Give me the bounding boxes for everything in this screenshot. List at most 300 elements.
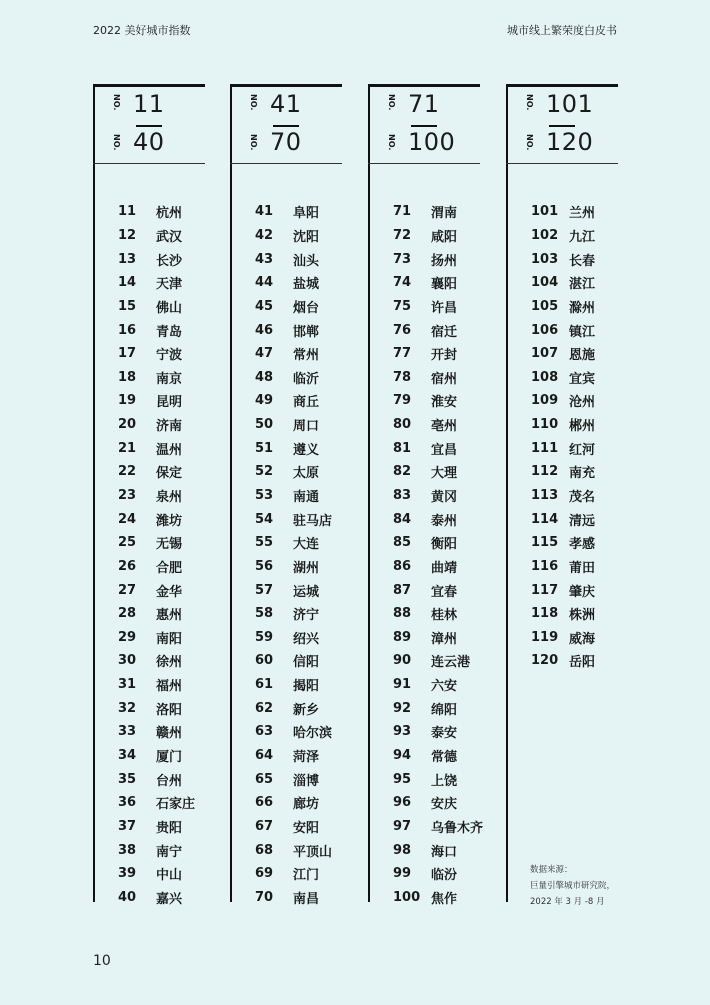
city-name: 厦门: [156, 750, 183, 766]
rank-number: 95: [393, 771, 412, 787]
ranking-row: [531, 436, 629, 460]
ranking-column: [93, 84, 205, 907]
ranking-column: [368, 84, 484, 907]
city-name: 哈尔滨: [293, 726, 333, 742]
range-separator-dash: [273, 125, 299, 127]
ranking-row: [118, 247, 216, 271]
ranking-row: [393, 696, 491, 720]
city-name: 赣州: [156, 726, 183, 742]
rank-number: 99: [393, 866, 412, 882]
city-name: 泰州: [431, 513, 458, 529]
ranking-row: [255, 318, 353, 342]
city-name: 宿迁: [431, 324, 458, 340]
ranking-row: [531, 602, 629, 626]
city-name: 清远: [569, 513, 596, 529]
city-name: 红河: [569, 442, 596, 458]
rank-number: 77: [393, 346, 412, 362]
city-name: 平顶山: [293, 844, 333, 860]
rank-number: 64: [255, 748, 274, 764]
city-name: 海口: [431, 844, 458, 860]
rank-number: 11: [118, 204, 137, 220]
range-start-no-label: NO.: [112, 94, 121, 111]
ranking-row: [393, 484, 491, 508]
ranking-row: [531, 578, 629, 602]
ranking-row: [118, 365, 216, 389]
ranking-row: [393, 744, 491, 768]
ranking-row: [531, 365, 629, 389]
city-name: 恩施: [569, 348, 596, 364]
ranking-row: [118, 602, 216, 626]
city-name: 绍兴: [293, 631, 320, 647]
ranking-row: [255, 365, 353, 389]
column-header-divider: [506, 163, 618, 164]
city-name: 安庆: [431, 797, 458, 813]
ranking-row: [531, 531, 629, 555]
column-top-rule: [93, 84, 205, 87]
ranking-list: [255, 200, 353, 909]
ranking-row: [393, 224, 491, 248]
city-name: 宜昌: [431, 442, 458, 458]
ranking-row: [531, 626, 629, 650]
rank-number: 104: [531, 275, 559, 291]
rank-number: 110: [531, 417, 559, 433]
rank-number: 106: [531, 322, 559, 338]
source-line-3: 2022 年 3 月 -8 月: [530, 897, 605, 907]
city-name: 衡阳: [431, 537, 458, 553]
rank-number: 108: [531, 369, 559, 385]
rank-number: 38: [118, 842, 137, 858]
ranking-row: [255, 224, 353, 248]
rank-number: 102: [531, 227, 559, 243]
rank-number: 116: [531, 558, 559, 574]
ranking-row: [118, 413, 216, 437]
ranking-row: [531, 271, 629, 295]
city-name: 宜宾: [569, 371, 596, 387]
range-separator-dash: [136, 125, 162, 127]
column-header-divider: [368, 163, 480, 164]
city-name: 廊坊: [293, 797, 320, 813]
ranking-row: [255, 838, 353, 862]
city-name: 乌鲁木齐: [431, 820, 484, 836]
ranking-row: [393, 342, 491, 366]
city-name: 安阳: [293, 820, 320, 836]
ranking-row: [255, 578, 353, 602]
ranking-row: [255, 602, 353, 626]
ranking-row: [531, 295, 629, 319]
ranking-row: [531, 224, 629, 248]
range-end-no-label: NO.: [112, 134, 121, 151]
rank-number: 20: [118, 417, 137, 433]
page-number: 10: [93, 953, 111, 969]
rank-number: 45: [255, 298, 274, 314]
rank-number: 74: [393, 275, 412, 291]
ranking-row: [118, 200, 216, 224]
city-name: 大连: [293, 537, 320, 553]
city-name: 渭南: [431, 206, 458, 222]
ranking-row: [255, 862, 353, 886]
ranking-row: [255, 342, 353, 366]
ranking-row: [255, 436, 353, 460]
rank-number: 13: [118, 251, 137, 267]
ranking-row: [118, 389, 216, 413]
rank-number: 103: [531, 251, 559, 267]
ranking-row: [393, 295, 491, 319]
city-name: 淄博: [293, 773, 320, 789]
rank-number: 73: [393, 251, 412, 267]
rank-number: 65: [255, 771, 274, 787]
city-name: 襄阳: [431, 277, 458, 293]
ranking-row: [255, 295, 353, 319]
city-name: 烟台: [293, 300, 320, 316]
rank-number: 84: [393, 511, 412, 527]
ranking-row: [393, 886, 491, 910]
ranking-row: [118, 295, 216, 319]
ranking-row: [393, 318, 491, 342]
ranking-row: [255, 247, 353, 271]
city-name: 常德: [431, 750, 458, 766]
city-name: 沈阳: [293, 229, 320, 245]
ranking-row: [255, 886, 353, 910]
rank-number: 33: [118, 724, 137, 740]
ranking-row: [393, 673, 491, 697]
city-name: 武汉: [156, 229, 183, 245]
range-start-no-label: NO.: [249, 94, 258, 111]
city-name: 长沙: [156, 253, 183, 269]
rank-number: 41: [255, 204, 274, 220]
ranking-row: [393, 507, 491, 531]
city-name: 温州: [156, 442, 183, 458]
city-name: 湖州: [293, 560, 320, 576]
city-name: 株洲: [569, 608, 596, 624]
ranking-row: [393, 626, 491, 650]
range-end-no-label: NO.: [387, 134, 396, 151]
ranking-row: [531, 555, 629, 579]
ranking-list: [118, 200, 216, 909]
range-start-number: 11: [133, 90, 165, 118]
city-name: 连云港: [431, 655, 471, 671]
source-line-2: 巨量引擎城市研究院，: [530, 881, 616, 891]
city-name: 临汾: [431, 868, 458, 884]
rank-number: 16: [118, 322, 137, 338]
rank-number: 68: [255, 842, 274, 858]
ranking-row: [255, 720, 353, 744]
header-right-title: 城市线上繁荣度白皮书: [507, 24, 617, 37]
rank-number: 57: [255, 582, 274, 598]
rank-number: 49: [255, 393, 274, 409]
city-name: 无锡: [156, 537, 183, 553]
city-name: 合肥: [156, 560, 183, 576]
city-name: 江门: [293, 868, 320, 884]
city-name: 佛山: [156, 300, 183, 316]
range-end-number: 120: [546, 128, 594, 156]
ranking-row: [118, 484, 216, 508]
ranking-row: [393, 720, 491, 744]
city-name: 宁波: [156, 348, 183, 364]
ranking-row: [393, 767, 491, 791]
rank-number: 101: [531, 204, 559, 220]
ranking-row: [118, 507, 216, 531]
column-left-rule: [506, 84, 508, 902]
rank-number: 78: [393, 369, 412, 385]
ranking-row: [255, 791, 353, 815]
rank-number: 113: [531, 488, 559, 503]
city-name: 金华: [156, 584, 183, 600]
city-name: 兰州: [569, 206, 596, 222]
rank-number: 32: [118, 700, 137, 716]
rank-number: 75: [393, 298, 412, 314]
city-name: 太原: [293, 466, 320, 482]
rank-number: 71: [393, 204, 412, 220]
city-name: 南通: [293, 490, 320, 505]
rank-number: 82: [393, 464, 412, 480]
ranking-row: [531, 318, 629, 342]
ranking-row: [531, 342, 629, 366]
city-name: 孝感: [569, 537, 596, 553]
ranking-row: [255, 200, 353, 224]
ranking-row: [118, 531, 216, 555]
ranking-row: [531, 460, 629, 484]
rank-number: 88: [393, 606, 412, 622]
city-name: 邯郸: [293, 324, 320, 340]
rank-number: 109: [531, 393, 559, 409]
ranking-row: [118, 626, 216, 650]
city-name: 上饶: [431, 773, 458, 789]
rank-number: 37: [118, 818, 137, 834]
rank-number: 119: [531, 629, 559, 645]
column-top-rule: [506, 84, 618, 87]
ranking-row: [393, 578, 491, 602]
ranking-row: [118, 224, 216, 248]
city-name: 宜春: [431, 584, 458, 600]
rank-number: 93: [393, 724, 412, 740]
ranking-row: [531, 413, 629, 437]
rank-number: 59: [255, 629, 274, 645]
ranking-row: [118, 767, 216, 791]
rank-number: 54: [255, 511, 274, 527]
ranking-row: [118, 838, 216, 862]
ranking-row: [255, 649, 353, 673]
rank-number: 35: [118, 771, 137, 787]
ranking-row: [393, 649, 491, 673]
ranking-row: [531, 649, 629, 673]
ranking-row: [531, 507, 629, 531]
ranking-row: [393, 838, 491, 862]
ranking-row: [531, 247, 629, 271]
rank-number: 40: [118, 889, 137, 905]
city-name: 茂名: [569, 490, 596, 505]
city-name: 滁州: [569, 300, 596, 316]
city-name: 南宁: [156, 844, 183, 860]
city-name: 黄冈: [431, 490, 458, 505]
city-name: 镇江: [569, 324, 596, 340]
ranking-row: [255, 696, 353, 720]
rank-number: 21: [118, 440, 137, 456]
city-name: 青岛: [156, 324, 183, 340]
rank-number: 100: [393, 889, 421, 905]
rank-number: 98: [393, 842, 412, 858]
rank-number: 52: [255, 464, 274, 480]
range-end-number: 70: [270, 128, 302, 156]
rank-number: 27: [118, 582, 137, 598]
column-top-rule: [230, 84, 342, 87]
ranking-row: [531, 484, 629, 508]
rank-number: 34: [118, 748, 137, 764]
ranking-row: [255, 744, 353, 768]
city-name: 南充: [569, 466, 596, 482]
rank-number: 43: [255, 251, 274, 267]
rank-number: 48: [255, 369, 274, 385]
rank-number: 55: [255, 535, 274, 551]
rank-number: 69: [255, 866, 274, 882]
city-name: 开封: [431, 348, 458, 364]
ranking-row: [118, 271, 216, 295]
ranking-row: [255, 271, 353, 295]
city-name: 威海: [569, 631, 596, 647]
ranking-list: [531, 200, 629, 673]
city-name: 运城: [293, 584, 320, 600]
city-name: 杭州: [156, 206, 183, 222]
rank-number: 96: [393, 795, 412, 811]
city-name: 新乡: [293, 702, 320, 718]
ranking-row: [255, 507, 353, 531]
city-name: 亳州: [431, 419, 458, 435]
city-name: 焦作: [431, 891, 458, 907]
ranking-row: [393, 389, 491, 413]
range-end-no-label: NO.: [249, 134, 258, 151]
rank-number: 30: [118, 653, 137, 669]
rank-number: 26: [118, 558, 137, 574]
ranking-row: [255, 767, 353, 791]
city-name: 南京: [156, 371, 183, 387]
city-name: 湛江: [569, 277, 596, 293]
rank-number: 85: [393, 535, 412, 551]
rank-number: 14: [118, 275, 137, 291]
city-name: 福州: [156, 679, 183, 695]
ranking-row: [118, 696, 216, 720]
rank-number: 70: [255, 889, 274, 905]
city-name: 九江: [569, 229, 596, 245]
rank-number: 67: [255, 818, 274, 834]
city-name: 潍坊: [156, 513, 183, 529]
rank-number: 60: [255, 653, 274, 669]
city-name: 盐城: [293, 277, 320, 293]
range-start-number: 41: [270, 90, 302, 118]
rank-number: 66: [255, 795, 274, 811]
rank-number: 87: [393, 582, 412, 598]
city-name: 南阳: [156, 631, 183, 647]
column-left-rule: [230, 84, 232, 902]
rank-number: 58: [255, 606, 274, 622]
column-header-divider: [93, 163, 205, 164]
ranking-row: [393, 460, 491, 484]
rank-number: 36: [118, 795, 137, 811]
ranking-row: [118, 318, 216, 342]
city-name: 曲靖: [431, 560, 458, 576]
rank-number: 53: [255, 488, 274, 503]
city-name: 石家庄: [156, 797, 196, 813]
ranking-row: [393, 555, 491, 579]
city-name: 泰安: [431, 726, 458, 742]
ranking-row: [393, 413, 491, 437]
ranking-row: [118, 744, 216, 768]
rank-number: 12: [118, 227, 137, 243]
rank-number: 89: [393, 629, 412, 645]
rank-number: 29: [118, 629, 137, 645]
rank-number: 51: [255, 440, 274, 456]
ranking-row: [255, 555, 353, 579]
ranking-row: [393, 200, 491, 224]
rank-number: 115: [531, 535, 559, 551]
rank-number: 111: [531, 440, 559, 456]
rank-number: 23: [118, 488, 137, 503]
ranking-row: [393, 436, 491, 460]
range-end-number: 40: [133, 128, 165, 156]
city-name: 六安: [431, 679, 458, 695]
ranking-row: [118, 555, 216, 579]
city-name: 阜阳: [293, 206, 320, 222]
ranking-row: [118, 720, 216, 744]
ranking-row: [255, 389, 353, 413]
ranking-row: [393, 365, 491, 389]
rank-number: 24: [118, 511, 137, 527]
city-name: 惠州: [156, 608, 183, 624]
ranking-row: [118, 342, 216, 366]
column-header-divider: [230, 163, 342, 164]
rank-number: 92: [393, 700, 412, 716]
column-left-rule: [93, 84, 95, 902]
city-name: 贵阳: [156, 820, 183, 836]
ranking-row: [393, 815, 491, 839]
rank-number: 62: [255, 700, 274, 716]
ranking-row: [393, 791, 491, 815]
range-separator-dash: [549, 125, 575, 127]
city-name: 莆田: [569, 560, 596, 576]
city-name: 济宁: [293, 608, 320, 624]
rank-number: 18: [118, 369, 137, 385]
rank-number: 94: [393, 748, 412, 764]
rank-number: 81: [393, 440, 412, 456]
ranking-row: [531, 389, 629, 413]
city-name: 周口: [293, 419, 320, 435]
city-name: 扬州: [431, 253, 458, 269]
rank-number: 105: [531, 298, 559, 314]
rank-number: 63: [255, 724, 274, 740]
city-name: 驻马店: [293, 513, 333, 529]
rank-number: 120: [531, 653, 559, 669]
ranking-row: [118, 649, 216, 673]
city-name: 汕头: [293, 253, 320, 269]
ranking-row: [255, 460, 353, 484]
city-name: 嘉兴: [156, 891, 183, 907]
ranking-row: [393, 531, 491, 555]
city-name: 临沂: [293, 371, 320, 387]
rank-number: 47: [255, 346, 274, 362]
rank-number: 17: [118, 346, 137, 362]
city-name: 常州: [293, 348, 320, 364]
rank-number: 112: [531, 464, 559, 480]
city-name: 许昌: [431, 300, 458, 316]
ranking-row: [255, 531, 353, 555]
city-name: 南昌: [293, 891, 320, 907]
city-name: 保定: [156, 466, 183, 482]
ranking-row: [118, 436, 216, 460]
ranking-row: [255, 626, 353, 650]
city-name: 咸阳: [431, 229, 458, 245]
city-name: 桂林: [431, 608, 458, 624]
ranking-row: [255, 673, 353, 697]
rank-number: 117: [531, 582, 559, 598]
ranking-column: [506, 84, 618, 902]
